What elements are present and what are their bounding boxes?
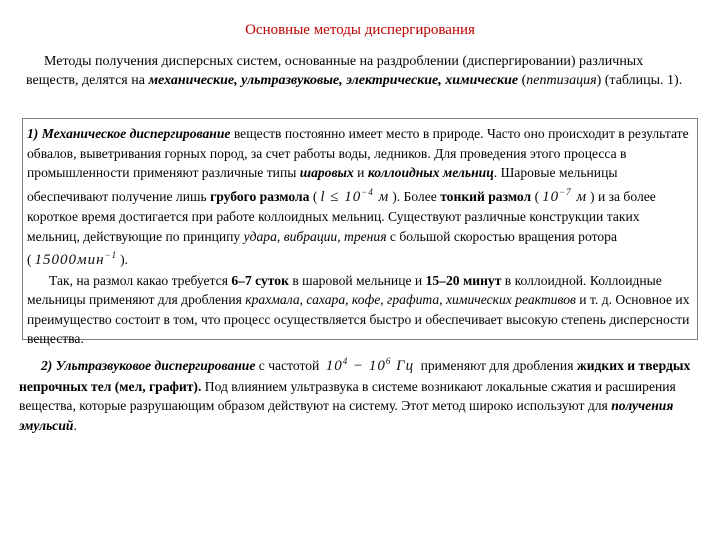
body-text: применяют для дробления: [417, 358, 577, 373]
body-text: ). Более: [392, 188, 441, 204]
formula-unit: м: [373, 188, 390, 205]
body-text: с частотой: [255, 358, 323, 373]
intro-text: (: [518, 73, 527, 88]
formula-exponent: 6: [385, 356, 392, 366]
brittle-bodies-term: жидких и твердых непрочных тел (мел, графит).: [19, 358, 691, 394]
cocoa-colloid-mill-time: 15–20 минут: [425, 272, 502, 288]
ball-mills-term: шаровых: [299, 165, 354, 180]
formula-rotor-speed: [32, 252, 121, 268]
body-text: с большой скоростью вращения ротора (: [27, 228, 617, 267]
formula-text: 10: [542, 188, 560, 205]
formula-unit: Гц: [391, 358, 415, 374]
intro-paragraph: [26, 52, 696, 90]
formula-size-fine: [539, 186, 590, 205]
formula-text: l ≤ 10: [320, 188, 362, 205]
body-text: (: [309, 188, 318, 204]
coarse-grinding-term: грубого размола: [210, 188, 310, 204]
body-text: . Шаровые мельницы обеспечивают получение лишь: [27, 165, 618, 204]
body-text: и т. д. Основное их преимущество состоит в том, что процесс осуществляется быстро и обеспечивает высокую степень дисперсности вещества.: [27, 292, 690, 346]
cocoa-ball-mill-time: 6–7 суток: [231, 272, 289, 288]
intro-text: Методы получения дисперсных систем, основанные на раздроблении (диспергировании) различных веществ, делятся на: [26, 54, 644, 88]
formula-exponent: −1: [104, 250, 118, 260]
body-text: .: [73, 417, 77, 433]
body-text: (: [531, 188, 540, 204]
colloid-mills-term: коллоидных мельниц: [367, 165, 494, 180]
formula-text: − 10: [348, 358, 386, 374]
materials-list: крахмала, сахара, кофе, графита, химических реактивов: [245, 292, 576, 307]
mechanical-paragraph-1: [27, 124, 693, 271]
principle-term: удара, вибрации, трения: [243, 228, 387, 244]
formula-size-coarse: [317, 186, 392, 205]
formula-unit: м: [571, 188, 588, 205]
mechanical-section-box: [22, 118, 698, 346]
body-text: веществ постоянно имеет место в природе. Часто оно происходит в результате обвалов, выветривания горных пород, за счет работы воды, ледников. Для проведения этого процесса в промышленности применяют различные типы: [27, 126, 689, 180]
ultrasonic-paragraph: [19, 352, 704, 435]
formula-exponent: 4: [342, 356, 349, 366]
body-text: ).: [120, 252, 129, 267]
emulsions-term: получения эмульсий: [19, 398, 674, 433]
formula-unit: мин: [77, 252, 105, 268]
formula-text: 10: [325, 358, 343, 374]
page-title: Основные методы диспергирования: [245, 22, 475, 38]
ultrasonic-heading: 2) Ультразвуковое диспергирование: [41, 358, 256, 373]
method-types: механические, ультразвуковые, электрические, химические: [148, 73, 519, 88]
intro-text: ) (таблицы. 1).: [596, 73, 683, 88]
formula-frequency: [323, 358, 417, 374]
body-text: и: [353, 165, 368, 180]
mechanical-heading: 1) Механическое диспергирование: [27, 126, 231, 141]
mechanical-paragraph-2: [27, 271, 693, 349]
fine-grinding-term: тонкий размол: [440, 188, 532, 204]
body-text: Так, на размол какао требуется: [49, 272, 232, 288]
formula-exponent: −4: [361, 186, 374, 197]
formula-text: 15000: [34, 252, 78, 268]
body-text: в коллоидной. Коллоидные мельницы применяют для дробления: [27, 272, 662, 307]
body-text: Под влиянием ультразвука в системе возникают локальные сжатия и расширения вещества, которые разрушающим образом действуют на систему. Этот метод широко используют для: [19, 378, 676, 413]
body-text: в шаровой мельнице и: [288, 272, 426, 288]
body-text: ) и за более короткое время достигается при работе коллоидных мельниц. Существуют различные конструкции таких мельниц, действующие по принципу: [27, 188, 656, 244]
formula-exponent: −7: [559, 186, 572, 197]
peptization-term: пептизация: [526, 73, 597, 88]
